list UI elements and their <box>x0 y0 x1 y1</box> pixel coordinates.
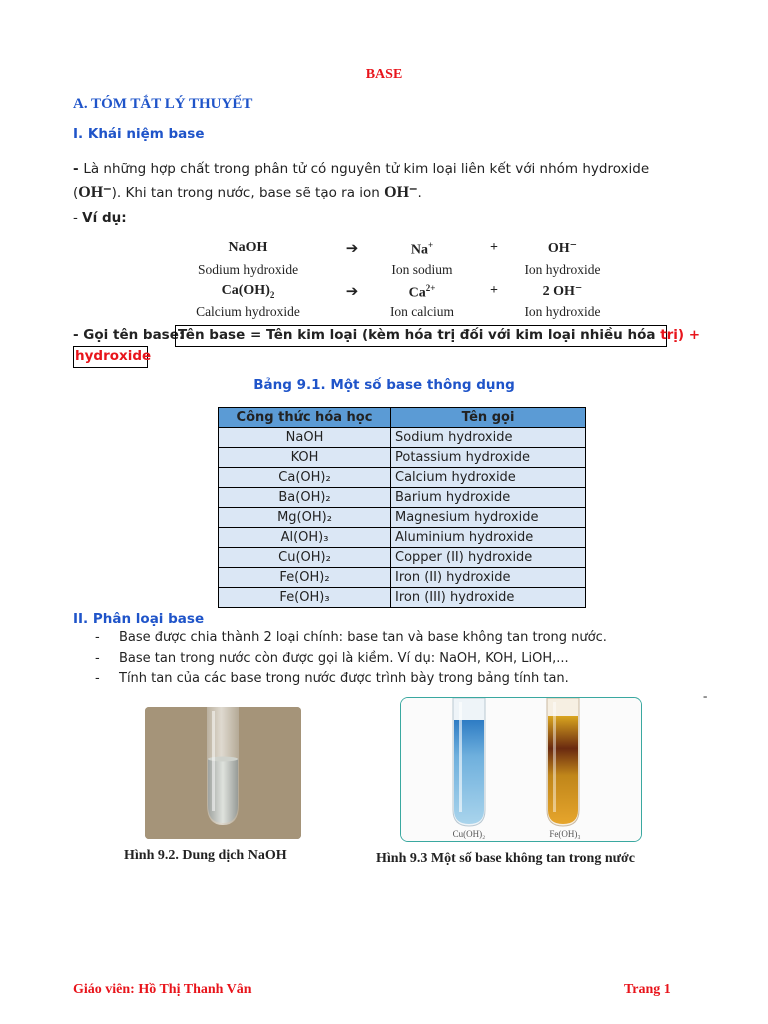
eq2-cation-name: Ion calcium <box>389 304 455 319</box>
table-cell-formula: Mg(OH)₂ <box>219 508 391 528</box>
eq2-anion: 2 OH⁻ <box>542 284 583 299</box>
insoluble-bases-illustration <box>401 698 641 841</box>
footer-teacher: Giáo viên: Hồ Thị Thanh Vân <box>73 982 252 997</box>
table-cell-formula: Fe(OH)₃ <box>219 588 391 608</box>
table-row <box>219 448 586 468</box>
table-cell-name: Sodium hydroxide <box>391 428 586 448</box>
table-header-name: Tên gọi <box>391 408 586 428</box>
table-cell-formula: Ba(OH)₂ <box>219 488 391 508</box>
bullet-text: Base tan trong nước còn được gọi là kiềm. Ví dụ: NaOH, KOH, LiOH,... <box>119 651 569 666</box>
list-item <box>95 630 607 645</box>
eq2-reactant-formula: Ca(OH) <box>221 283 270 298</box>
bullet-text: Tính tan của các base trong nước được trình bày trong bảng tính tan. <box>119 671 569 686</box>
example-dash: - <box>73 210 83 226</box>
table-cell-name: Iron (III) hydroxide <box>391 588 586 608</box>
bullet-text: Base được chia thành 2 loại chính: base tan và base không tan trong nước. <box>119 630 607 645</box>
table-cell-formula: NaOH <box>219 428 391 448</box>
eq1-reactant-name: Sodium hydroxide <box>197 262 299 277</box>
list-item <box>95 671 569 686</box>
table-row <box>219 468 586 488</box>
figure-9-2-caption: Hình 9.2. Dung dịch NaOH <box>124 848 287 863</box>
table-cell-formula: Ca(OH)₂ <box>219 468 391 488</box>
table-cell-formula: Al(OH)₃ <box>219 528 391 548</box>
tube-label-fe: Fe(OH)₃ <box>549 829 581 839</box>
naming-rule <box>178 327 700 343</box>
eq2-cation-charge: 2+ <box>425 283 436 293</box>
table-row <box>219 508 586 528</box>
definition-text-3: . <box>417 185 422 201</box>
table-row <box>219 488 586 508</box>
table-cell-name: Calcium hydroxide <box>391 468 586 488</box>
section-a-heading: A. TÓM TẮT LÝ THUYẾT <box>73 96 253 112</box>
example-label-text: Ví dụ: <box>82 210 127 226</box>
page-title: BASE <box>365 67 403 82</box>
definition-text-1: Là những hợp chất trong phân tử có nguyên tử kim loại liên kết với nhóm hydroxide ( <box>73 161 650 201</box>
eq1-cation-charge: + <box>427 240 434 250</box>
naoh-solution-photo <box>145 707 301 839</box>
eq2-cation <box>377 283 467 302</box>
table-header-formula: Công thức hóa học <box>219 408 391 428</box>
section-ii-heading: II. Phân loại base <box>73 611 205 627</box>
table-cell-name: Aluminium hydroxide <box>391 528 586 548</box>
figure-9-3-caption: Hình 9.3 Một số base không tan trong nước <box>376 851 635 866</box>
naming-rule-hydroxide: hydroxide <box>75 348 152 364</box>
eq1-arrow-icon: ➔ <box>345 241 359 257</box>
insoluble-bases-photo <box>400 697 642 842</box>
table-row <box>219 428 586 448</box>
naming-rule-main: Tên base = Tên kim loại (kèm hóa trị đối với kim loại nhiều hóa <box>178 327 661 343</box>
bullet-dash: - <box>95 630 100 645</box>
table-caption: Bảng 9.1. Một số base thông dụng <box>253 377 515 393</box>
definition-text-2: ). Khi tan trong nước, base sẽ tạo ra ion <box>111 185 385 201</box>
stray-dash: - <box>703 688 708 703</box>
table-cell-name: Magnesium hydroxide <box>391 508 586 528</box>
bullet-dash: - <box>95 671 100 686</box>
table-row <box>219 588 586 608</box>
example-label <box>73 210 127 226</box>
eq2-arrow-icon: ➔ <box>345 284 359 300</box>
table-cell-name: Potassium hydroxide <box>391 448 586 468</box>
naoh-test-tube-illustration <box>145 707 301 839</box>
eq2-anion-name: Ion hydroxide <box>524 304 601 319</box>
hydroxide-formula-1: OH⁻ <box>78 184 112 201</box>
eq2-reactant-subscript: 2 <box>269 289 275 300</box>
hydroxide-formula-2: OH⁻ <box>384 184 418 201</box>
eq2-reactant-name: Calcium hydroxide <box>196 304 300 319</box>
eq1-anion-name: Ion hydroxide <box>524 262 601 277</box>
table-header-row <box>219 408 586 428</box>
table-cell-name: Copper (II) hydroxide <box>391 548 586 568</box>
eq1-anion: OH⁻ <box>547 241 578 256</box>
section-i-heading: I. Khái niệm base <box>73 126 205 142</box>
naming-rule-red: trị) + <box>660 327 701 343</box>
eq2-plus: + <box>490 283 498 298</box>
table-cell-formula: KOH <box>219 448 391 468</box>
naming-label: - Gọi tên base: <box>73 327 185 343</box>
eq1-plus: + <box>490 240 498 255</box>
footer-page-number: Trang 1 <box>624 982 671 997</box>
table-cell-name: Barium hydroxide <box>391 488 586 508</box>
base-definition <box>73 157 693 205</box>
list-item <box>95 651 569 666</box>
tube-label-cu: Cu(OH)₂ <box>452 829 486 839</box>
table-row <box>219 528 586 548</box>
eq2-cation-symbol: Ca <box>408 285 426 301</box>
table-cell-formula: Fe(OH)₂ <box>219 568 391 588</box>
eq1-cation-symbol: Na <box>410 242 428 258</box>
base-table <box>218 407 586 608</box>
table-row <box>219 568 586 588</box>
definition-dash: - <box>73 161 84 177</box>
eq2-reactant <box>188 283 308 300</box>
table-cell-name: Iron (II) hydroxide <box>391 568 586 588</box>
eq1-reactant: NaOH <box>228 240 268 255</box>
bullet-dash: - <box>95 651 100 666</box>
eq1-cation-name: Ion sodium <box>391 262 453 277</box>
eq1-cation <box>377 240 467 259</box>
table-row <box>219 548 586 568</box>
table-cell-formula: Cu(OH)₂ <box>219 548 391 568</box>
